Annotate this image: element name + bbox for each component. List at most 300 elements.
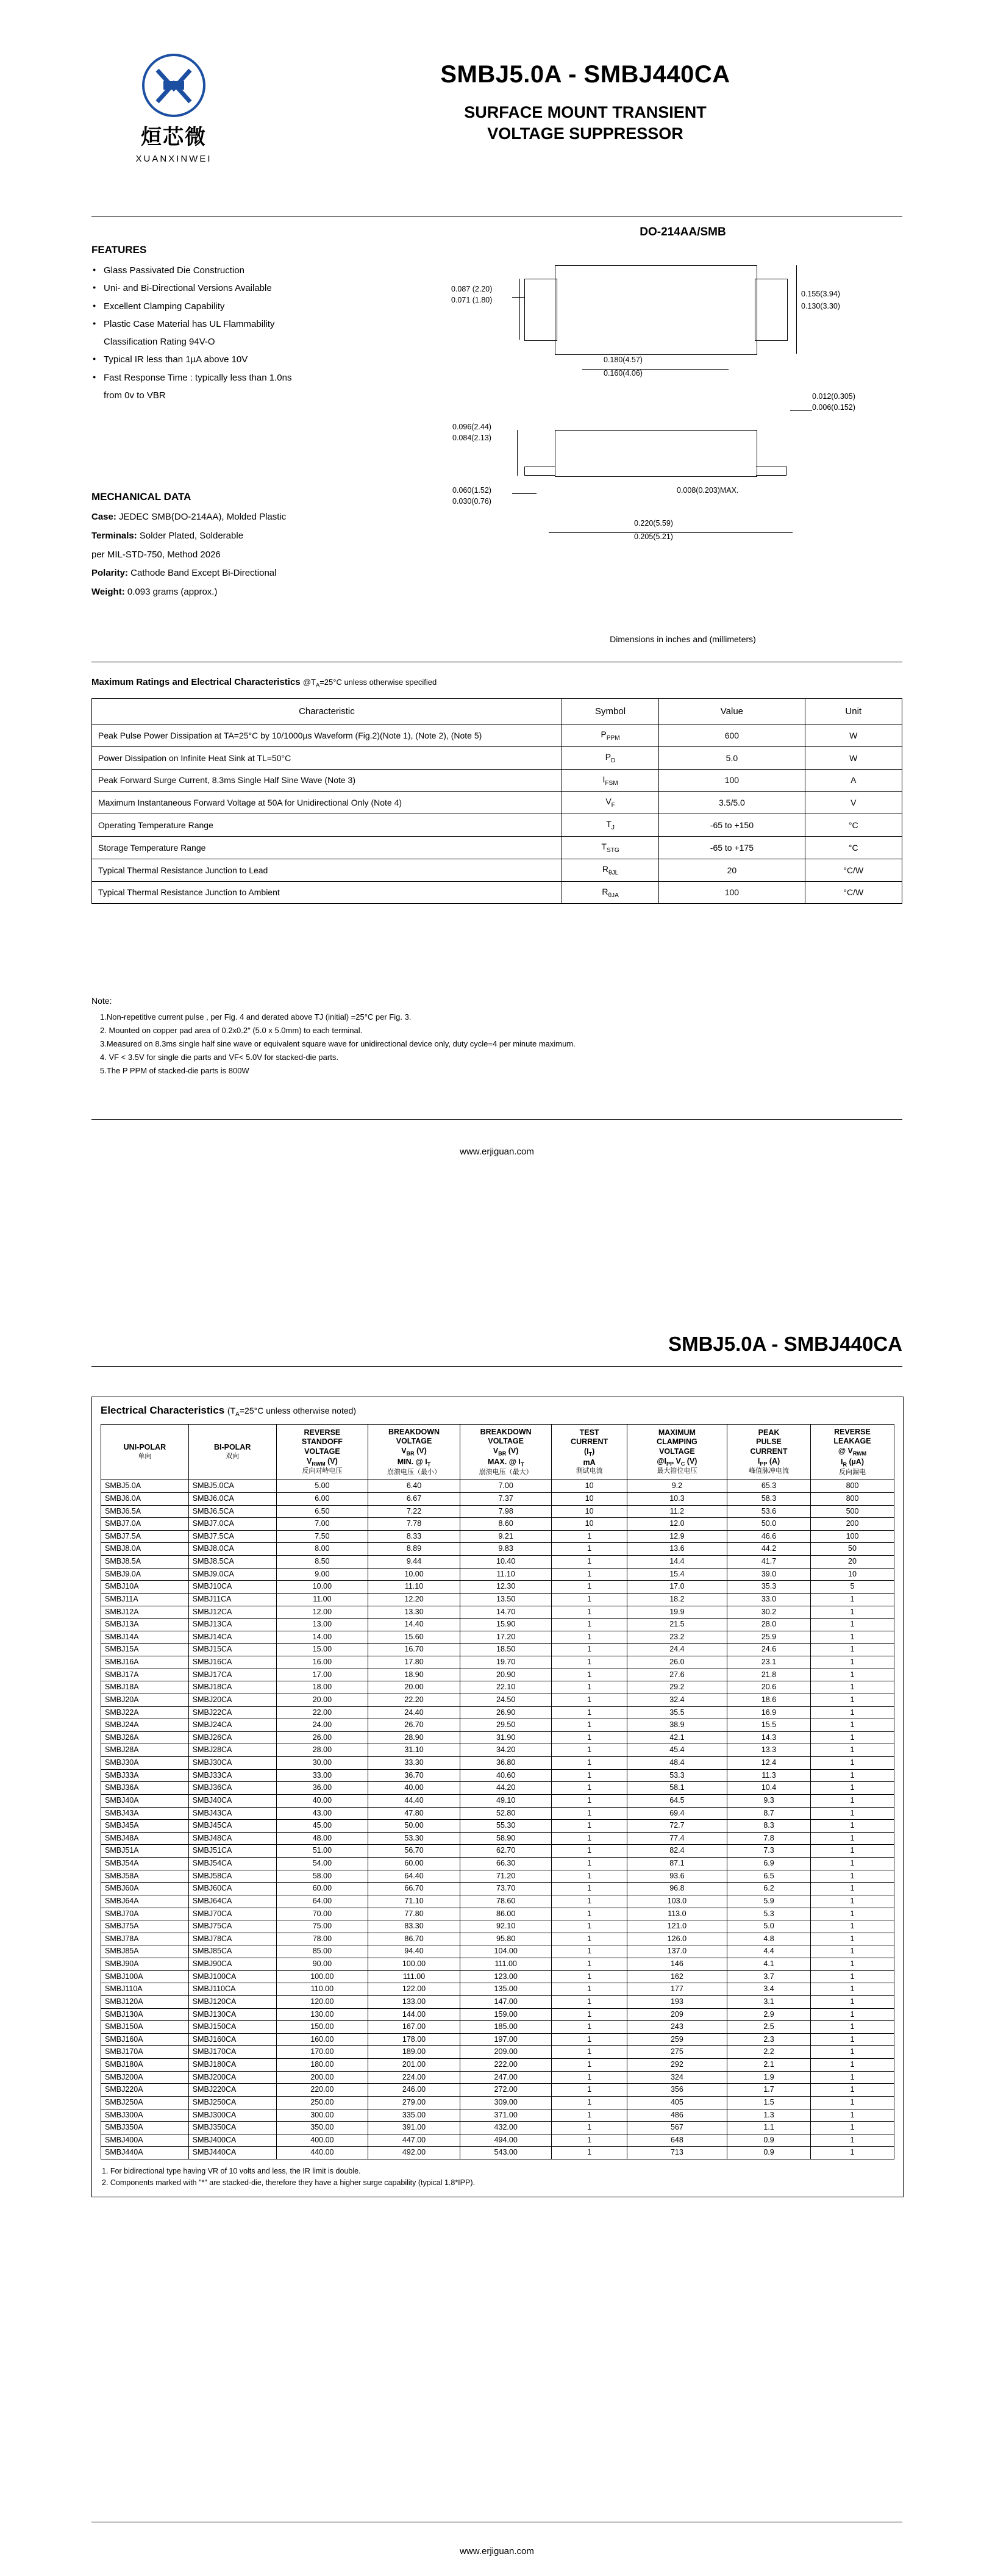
column-header-symbol: Symbol bbox=[562, 699, 658, 724]
cell-vbr-min: 167.00 bbox=[368, 2021, 460, 2034]
cell-uni-polar: SMBJ54A bbox=[101, 1858, 189, 1870]
cell-bi-polar: SMBJ36CA bbox=[188, 1782, 276, 1795]
cell-vbr-min: 10.00 bbox=[368, 1568, 460, 1581]
cell-uni-polar: SMBJ78A bbox=[101, 1933, 189, 1945]
cell-vrwm: 85.00 bbox=[276, 1945, 368, 1958]
cell-bi-polar: SMBJ170CA bbox=[188, 2046, 276, 2059]
cell-uni-polar: SMBJ30A bbox=[101, 1757, 189, 1770]
package-foot-right-edge bbox=[786, 467, 787, 475]
cell-clamping-voltage: 38.9 bbox=[627, 1719, 727, 1732]
cell-bi-polar: SMBJ110CA bbox=[188, 1983, 276, 1996]
cell-characteristic: Operating Temperature Range bbox=[92, 814, 562, 837]
cell-unit: °C/W bbox=[805, 859, 902, 881]
cell-reverse-leakage: 1 bbox=[810, 1945, 894, 1958]
cell-peak-pulse-current: 14.3 bbox=[727, 1731, 811, 1744]
cell-test-current: 10 bbox=[552, 1518, 627, 1531]
cell-bi-polar: SMBJ13CA bbox=[188, 1619, 276, 1631]
cell-bi-polar: SMBJ8.0CA bbox=[188, 1543, 276, 1556]
mechanical-label: Case: bbox=[91, 512, 116, 522]
cell-uni-polar: SMBJ90A bbox=[101, 1958, 189, 1971]
cell-reverse-leakage: 1 bbox=[810, 1744, 894, 1757]
cell-vbr-max: 22.10 bbox=[460, 1681, 552, 1694]
package-lead-left bbox=[524, 279, 557, 341]
cell-unit: °C bbox=[805, 836, 902, 859]
cell-characteristic: Storage Temperature Range bbox=[92, 836, 562, 859]
cell-vbr-min: 22.20 bbox=[368, 1694, 460, 1706]
table-row bbox=[101, 1983, 894, 1996]
cell-peak-pulse-current: 39.0 bbox=[727, 1568, 811, 1581]
cell-bi-polar: SMBJ10CA bbox=[188, 1581, 276, 1594]
cell-reverse-leakage: 1 bbox=[810, 1983, 894, 1996]
website-footer[interactable]: www.erjiguan.com bbox=[460, 1147, 534, 1157]
footnote-item: 2. Components marked with "*" are stacked-die, therefore they have a higher surge capability (typical 1.8*IPP). bbox=[102, 2178, 475, 2188]
cell-symbol: $R_{\theta JA}$ bbox=[562, 881, 658, 904]
cell-vbr-max: 34.20 bbox=[460, 1744, 552, 1757]
cell-bi-polar: SMBJ51CA bbox=[188, 1845, 276, 1858]
cell-uni-polar: SMBJ60A bbox=[101, 1883, 189, 1895]
cell-bi-polar: SMBJ120CA bbox=[188, 1995, 276, 2008]
cell-bi-polar: SMBJ58CA bbox=[188, 1870, 276, 1883]
cell-vrwm: 7.00 bbox=[276, 1518, 368, 1531]
maximum-ratings-table bbox=[91, 698, 902, 904]
cell-clamping-voltage: 146 bbox=[627, 1958, 727, 1971]
cell-vbr-max: 104.00 bbox=[460, 1945, 552, 1958]
cell-bi-polar: SMBJ200CA bbox=[188, 2071, 276, 2084]
cell-vbr-min: 12.20 bbox=[368, 1593, 460, 1606]
cell-test-current: 1 bbox=[552, 1581, 627, 1594]
cell-test-current: 1 bbox=[552, 1995, 627, 2008]
cell-vrwm: 11.00 bbox=[276, 1593, 368, 1606]
cell-clamping-voltage: 10.3 bbox=[627, 1492, 727, 1505]
column-header-reverse-standoff-voltage: REVERSE STANDOFF VOLTAGE $V_{RWM}$ (V) 反向对峙电压 bbox=[276, 1424, 368, 1480]
cell-unit: W bbox=[805, 746, 902, 769]
cell-clamping-voltage: 45.4 bbox=[627, 1744, 727, 1757]
cell-vbr-max: 111.00 bbox=[460, 1958, 552, 1971]
cell-symbol: $V_F$ bbox=[562, 792, 658, 814]
cell-uni-polar: SMBJ18A bbox=[101, 1681, 189, 1694]
cell-uni-polar: SMBJ9.0A bbox=[101, 1568, 189, 1581]
cell-vbr-max: 52.80 bbox=[460, 1807, 552, 1820]
table-row bbox=[101, 1543, 894, 1556]
mechanical-line bbox=[91, 529, 433, 543]
cell-vbr-max: 66.30 bbox=[460, 1858, 552, 1870]
cell-peak-pulse-current: 2.3 bbox=[727, 2033, 811, 2046]
cell-test-current: 1 bbox=[552, 1983, 627, 1996]
cell-characteristic: Peak Forward Surge Current, 8.3ms Single Half Sine Wave (Note 3) bbox=[92, 769, 562, 792]
mechanical-data-section bbox=[91, 491, 433, 604]
cell-vbr-max: 58.90 bbox=[460, 1832, 552, 1845]
cell-clamping-voltage: 21.5 bbox=[627, 1619, 727, 1631]
table-row bbox=[101, 1895, 894, 1908]
cell-test-current: 1 bbox=[552, 1656, 627, 1669]
cell-bi-polar: SMBJ250CA bbox=[188, 2096, 276, 2109]
cell-vrwm: 78.00 bbox=[276, 1933, 368, 1945]
cell-symbol: $I_{FSM}$ bbox=[562, 769, 658, 792]
package-body-top-view bbox=[555, 265, 757, 355]
table-row bbox=[92, 859, 902, 881]
cell-uni-polar: SMBJ180A bbox=[101, 2059, 189, 2072]
cell-vbr-min: 111.00 bbox=[368, 1970, 460, 1983]
cell-reverse-leakage: 1 bbox=[810, 1631, 894, 1644]
cell-reverse-leakage: 1 bbox=[810, 1920, 894, 1933]
note-item: 5.The P PPM of stacked-die parts is 800W bbox=[100, 1066, 249, 1076]
cell-uni-polar: SMBJ24A bbox=[101, 1719, 189, 1732]
features-section bbox=[91, 244, 408, 406]
cell-vbr-max: 185.00 bbox=[460, 2021, 552, 2034]
feature-item: ● Fast Response Time : typically less than 1.0ns bbox=[91, 371, 408, 385]
cell-bi-polar: SMBJ350CA bbox=[188, 2122, 276, 2134]
cell-vbr-min: 8.89 bbox=[368, 1543, 460, 1556]
cell-clamping-voltage: 13.6 bbox=[627, 1543, 727, 1556]
cell-vrwm: 440.00 bbox=[276, 2147, 368, 2159]
cell-unit: °C/W bbox=[805, 881, 902, 904]
company-logo bbox=[91, 52, 256, 164]
table-row bbox=[101, 1858, 894, 1870]
cell-uni-polar: SMBJ220A bbox=[101, 2084, 189, 2097]
ec-heading-text: Electrical Characteristics bbox=[101, 1404, 225, 1416]
feature-item: ● Glass Passivated Die Construction bbox=[91, 263, 408, 278]
cell-reverse-leakage: 1 bbox=[810, 2134, 894, 2147]
cell-uni-polar: SMBJ100A bbox=[101, 1970, 189, 1983]
cell-symbol: $T_J$ bbox=[562, 814, 658, 837]
table-row bbox=[101, 1492, 894, 1505]
ratings-heading-text: Maximum Ratings and Electrical Characteristics bbox=[91, 677, 301, 687]
cell-vrwm: 120.00 bbox=[276, 1995, 368, 2008]
website-footer[interactable]: www.erjiguan.com bbox=[460, 2546, 534, 2556]
cell-reverse-leakage: 1 bbox=[810, 2071, 894, 2084]
cell-test-current: 1 bbox=[552, 1895, 627, 1908]
cell-characteristic: Peak Pulse Power Dissipation at TA=25°C by 10/1000µs Waveform (Fig.2)(Note 1), (Note 2), (Note 5) bbox=[92, 724, 562, 747]
cell-clamping-voltage: 87.1 bbox=[627, 1858, 727, 1870]
cell-bi-polar: SMBJ11CA bbox=[188, 1593, 276, 1606]
cell-symbol: $P_{PPM}$ bbox=[562, 724, 658, 747]
cell-vrwm: 58.00 bbox=[276, 1870, 368, 1883]
cell-vrwm: 28.00 bbox=[276, 1744, 368, 1757]
cell-vbr-max: 12.30 bbox=[460, 1581, 552, 1594]
cell-vrwm: 51.00 bbox=[276, 1845, 368, 1858]
cell-vbr-max: 44.20 bbox=[460, 1782, 552, 1795]
table-row bbox=[101, 1845, 894, 1858]
table-row bbox=[101, 1518, 894, 1531]
features-list bbox=[91, 263, 408, 403]
cell-peak-pulse-current: 20.6 bbox=[727, 1681, 811, 1694]
cell-clamping-voltage: 713 bbox=[627, 2147, 727, 2159]
table-row bbox=[101, 1870, 894, 1883]
cell-vbr-min: 7.78 bbox=[368, 1518, 460, 1531]
cell-test-current: 1 bbox=[552, 1681, 627, 1694]
cell-reverse-leakage: 1 bbox=[810, 1883, 894, 1895]
cell-vbr-min: 16.70 bbox=[368, 1644, 460, 1656]
cell-test-current: 1 bbox=[552, 1530, 627, 1543]
cell-clamping-voltage: 193 bbox=[627, 1995, 727, 2008]
cell-reverse-leakage: 1 bbox=[810, 1794, 894, 1807]
cell-vbr-min: 8.33 bbox=[368, 1530, 460, 1543]
cell-reverse-leakage: 1 bbox=[810, 1895, 894, 1908]
cell-uni-polar: SMBJ8.5A bbox=[101, 1556, 189, 1569]
cell-reverse-leakage: 1 bbox=[810, 1619, 894, 1631]
cell-reverse-leakage: 800 bbox=[810, 1480, 894, 1493]
package-body-side-view bbox=[555, 430, 757, 477]
cell-vbr-min: 133.00 bbox=[368, 1995, 460, 2008]
cell-reverse-leakage: 1 bbox=[810, 1593, 894, 1606]
cell-vbr-max: 7.00 bbox=[460, 1480, 552, 1493]
cell-test-current: 10 bbox=[552, 1480, 627, 1493]
cell-uni-polar: SMBJ22A bbox=[101, 1706, 189, 1719]
table-row bbox=[101, 1619, 894, 1631]
cell-test-current: 1 bbox=[552, 1543, 627, 1556]
cell-test-current: 10 bbox=[552, 1505, 627, 1518]
cell-test-current: 1 bbox=[552, 1619, 627, 1631]
cell-uni-polar: SMBJ33A bbox=[101, 1769, 189, 1782]
cell-clamping-voltage: 243 bbox=[627, 2021, 727, 2034]
cell-vbr-min: 31.10 bbox=[368, 1744, 460, 1757]
cell-vbr-min: 66.70 bbox=[368, 1883, 460, 1895]
cell-peak-pulse-current: 15.5 bbox=[727, 1719, 811, 1732]
cell-vrwm: 10.00 bbox=[276, 1581, 368, 1594]
notes-heading: Note: bbox=[91, 996, 112, 1006]
cell-vrwm: 16.00 bbox=[276, 1656, 368, 1669]
feature-item: Classification Rating 94V-O bbox=[104, 337, 215, 348]
cell-reverse-leakage: 1 bbox=[810, 1958, 894, 1971]
cell-clamping-voltage: 356 bbox=[627, 2084, 727, 2097]
cell-bi-polar: SMBJ75CA bbox=[188, 1920, 276, 1933]
cell-reverse-leakage: 1 bbox=[810, 2021, 894, 2034]
mechanical-line bbox=[91, 567, 433, 580]
cell-value: 20 bbox=[659, 859, 805, 881]
cell-vbr-max: 29.50 bbox=[460, 1719, 552, 1732]
cell-bi-polar: SMBJ300CA bbox=[188, 2109, 276, 2122]
cell-vbr-max: 135.00 bbox=[460, 1983, 552, 1996]
cell-uni-polar: SMBJ150A bbox=[101, 2021, 189, 2034]
cell-test-current: 1 bbox=[552, 1845, 627, 1858]
mechanical-line bbox=[91, 548, 433, 562]
ec-heading-condition: ($T_A=25^\circ C$ unless otherwise noted) bbox=[227, 1406, 357, 1418]
cell-unit: V bbox=[805, 792, 902, 814]
cell-vrwm: 12.00 bbox=[276, 1606, 368, 1619]
cell-uni-polar: SMBJ14A bbox=[101, 1631, 189, 1644]
datasheet-page-2 bbox=[0, 1268, 995, 2576]
cell-vbr-max: 95.80 bbox=[460, 1933, 552, 1945]
table-row bbox=[101, 1958, 894, 1971]
table-row bbox=[101, 1757, 894, 1770]
cell-bi-polar: SMBJ30CA bbox=[188, 1757, 276, 1770]
cell-vrwm: 40.00 bbox=[276, 1794, 368, 1807]
cell-test-current: 1 bbox=[552, 2096, 627, 2109]
cell-value: -65 to +150 bbox=[659, 814, 805, 837]
cell-vbr-max: 222.00 bbox=[460, 2059, 552, 2072]
cell-vbr-max: 36.80 bbox=[460, 1757, 552, 1770]
cell-uni-polar: SMBJ7.5A bbox=[101, 1530, 189, 1543]
cell-reverse-leakage: 1 bbox=[810, 1606, 894, 1619]
cell-clamping-voltage: 126.0 bbox=[627, 1933, 727, 1945]
cell-unit: A bbox=[805, 769, 902, 792]
page-subtitle-line2: VOLTAGE SUPPRESSOR bbox=[487, 124, 683, 143]
cell-clamping-voltage: 15.4 bbox=[627, 1568, 727, 1581]
cell-peak-pulse-current: 7.3 bbox=[727, 1845, 811, 1858]
cell-reverse-leakage: 1 bbox=[810, 1995, 894, 2008]
cell-reverse-leakage: 1 bbox=[810, 1807, 894, 1820]
cell-uni-polar: SMBJ36A bbox=[101, 1782, 189, 1795]
cell-bi-polar: SMBJ40CA bbox=[188, 1794, 276, 1807]
cell-test-current: 1 bbox=[552, 2109, 627, 2122]
mechanical-value: JEDEC SMB(DO-214AA), Molded Plastic bbox=[116, 512, 287, 522]
cell-bi-polar: SMBJ60CA bbox=[188, 1883, 276, 1895]
cell-vrwm: 20.00 bbox=[276, 1694, 368, 1706]
cell-vbr-max: 40.60 bbox=[460, 1769, 552, 1782]
cell-uni-polar: SMBJ6.5A bbox=[101, 1505, 189, 1518]
column-header-test-current: TEST CURRENT $(I_T)$ mA 测试电流 bbox=[552, 1424, 627, 1480]
cell-vbr-min: 26.70 bbox=[368, 1719, 460, 1732]
cell-vbr-min: 122.00 bbox=[368, 1983, 460, 1996]
cell-clamping-voltage: 567 bbox=[627, 2122, 727, 2134]
dimension-label: 0.071 (1.80) bbox=[451, 296, 493, 304]
cell-uni-polar: SMBJ11A bbox=[101, 1593, 189, 1606]
package-drawing bbox=[451, 247, 902, 631]
cell-vbr-min: 246.00 bbox=[368, 2084, 460, 2097]
note-item: 1.Non-repetitive current pulse , per Fig. 4 and derated above TJ (initial) =25°C per Fig. 3. bbox=[100, 1012, 412, 1021]
table-row bbox=[92, 814, 902, 837]
cell-reverse-leakage: 200 bbox=[810, 1518, 894, 1531]
note-item: 2. Mounted on copper pad area of 0.2x0.2" (5.0 x 5.0mm) to each terminal. bbox=[100, 1025, 363, 1035]
table-row bbox=[101, 1644, 894, 1656]
cell-clamping-voltage: 53.3 bbox=[627, 1769, 727, 1782]
cell-bi-polar: SMBJ100CA bbox=[188, 1970, 276, 1983]
cell-vbr-max: 31.90 bbox=[460, 1731, 552, 1744]
cell-vrwm: 7.50 bbox=[276, 1530, 368, 1543]
cell-vbr-min: 50.00 bbox=[368, 1820, 460, 1833]
cell-clamping-voltage: 32.4 bbox=[627, 1694, 727, 1706]
cell-vbr-max: 86.00 bbox=[460, 1908, 552, 1920]
cell-clamping-voltage: 11.2 bbox=[627, 1505, 727, 1518]
cell-vbr-max: 78.60 bbox=[460, 1895, 552, 1908]
cell-vrwm: 60.00 bbox=[276, 1883, 368, 1895]
cell-vbr-max: 197.00 bbox=[460, 2033, 552, 2046]
cell-vrwm: 400.00 bbox=[276, 2134, 368, 2147]
cell-vbr-max: 11.10 bbox=[460, 1568, 552, 1581]
cell-peak-pulse-current: 18.6 bbox=[727, 1694, 811, 1706]
cell-reverse-leakage: 1 bbox=[810, 1681, 894, 1694]
cell-test-current: 1 bbox=[552, 1631, 627, 1644]
cell-uni-polar: SMBJ58A bbox=[101, 1870, 189, 1883]
cell-bi-polar: SMBJ400CA bbox=[188, 2134, 276, 2147]
cell-bi-polar: SMBJ16CA bbox=[188, 1656, 276, 1669]
cell-peak-pulse-current: 1.5 bbox=[727, 2096, 811, 2109]
column-header-uni-polar: UNI-POLAR 单向 bbox=[101, 1424, 189, 1480]
features-heading: FEATURES bbox=[91, 244, 147, 256]
cell-vrwm: 24.00 bbox=[276, 1719, 368, 1732]
cell-bi-polar: SMBJ6.0CA bbox=[188, 1492, 276, 1505]
dim-line bbox=[519, 279, 520, 340]
cell-reverse-leakage: 1 bbox=[810, 1719, 894, 1732]
dimension-label: 0.087 (2.20) bbox=[451, 285, 493, 293]
footnote-item: 1. For bidirectional type having VR of 10 volts and less, the IR limit is double. bbox=[102, 2167, 361, 2176]
cell-vbr-min: 100.00 bbox=[368, 1958, 460, 1971]
electrical-characteristics-table bbox=[101, 1424, 894, 2159]
cell-test-current: 1 bbox=[552, 2147, 627, 2159]
cell-bi-polar: SMBJ18CA bbox=[188, 1681, 276, 1694]
dimension-label: 0.030(0.76) bbox=[452, 497, 491, 506]
cell-test-current: 1 bbox=[552, 1644, 627, 1656]
cell-uni-polar: SMBJ7.0A bbox=[101, 1518, 189, 1531]
column-header-breakdown-voltage-min: BREAKDOWN VOLTAGE $V_{BR}$ (V) MIN. @ $I_T$ 崩溃电压（最小） bbox=[368, 1424, 460, 1480]
cell-vbr-max: 15.90 bbox=[460, 1619, 552, 1631]
electrical-characteristics-panel bbox=[91, 1397, 904, 2197]
cell-vrwm: 90.00 bbox=[276, 1958, 368, 1971]
cell-vrwm: 30.00 bbox=[276, 1757, 368, 1770]
cell-peak-pulse-current: 65.3 bbox=[727, 1480, 811, 1493]
mechanical-line bbox=[91, 510, 433, 524]
cell-peak-pulse-current: 21.8 bbox=[727, 1669, 811, 1681]
table-row bbox=[101, 1933, 894, 1945]
cell-uni-polar: SMBJ26A bbox=[101, 1731, 189, 1744]
cell-clamping-voltage: 48.4 bbox=[627, 1757, 727, 1770]
cell-bi-polar: SMBJ45CA bbox=[188, 1820, 276, 1833]
cell-reverse-leakage: 500 bbox=[810, 1505, 894, 1518]
cell-vrwm: 8.00 bbox=[276, 1543, 368, 1556]
column-header-peak-pulse-current: PEAK PULSE CURRENT $I_{PP}$ (A) 峰值脉冲电流 bbox=[727, 1424, 811, 1480]
cell-test-current: 1 bbox=[552, 1958, 627, 1971]
cell-vbr-min: 77.80 bbox=[368, 1908, 460, 1920]
cell-vrwm: 6.50 bbox=[276, 1505, 368, 1518]
cell-peak-pulse-current: 35.3 bbox=[727, 1581, 811, 1594]
table-row bbox=[101, 1731, 894, 1744]
feature-item: ● Plastic Case Material has UL Flammability bbox=[91, 317, 408, 332]
logo-icon bbox=[140, 52, 207, 119]
cell-vbr-min: 36.70 bbox=[368, 1769, 460, 1782]
table-row bbox=[101, 1530, 894, 1543]
cell-uni-polar: SMBJ160A bbox=[101, 2033, 189, 2046]
cell-vrwm: 13.00 bbox=[276, 1619, 368, 1631]
cell-clamping-voltage: 42.1 bbox=[627, 1731, 727, 1744]
table-row bbox=[101, 2071, 894, 2084]
table-row bbox=[101, 1945, 894, 1958]
cell-value: 100 bbox=[659, 769, 805, 792]
table-row bbox=[101, 1719, 894, 1732]
cell-vrwm: 70.00 bbox=[276, 1908, 368, 1920]
table-row bbox=[101, 2147, 894, 2159]
table-row bbox=[101, 1606, 894, 1619]
cell-test-current: 1 bbox=[552, 1820, 627, 1833]
cell-clamping-voltage: 292 bbox=[627, 2059, 727, 2072]
table-row bbox=[101, 2033, 894, 2046]
cell-vbr-min: 6.40 bbox=[368, 1480, 460, 1493]
cell-symbol: $P_D$ bbox=[562, 746, 658, 769]
cell-test-current: 1 bbox=[552, 1757, 627, 1770]
cell-vrwm: 26.00 bbox=[276, 1731, 368, 1744]
cell-reverse-leakage: 1 bbox=[810, 2147, 894, 2159]
cell-uni-polar: SMBJ20A bbox=[101, 1694, 189, 1706]
cell-clamping-voltage: 209 bbox=[627, 2008, 727, 2021]
cell-peak-pulse-current: 0.9 bbox=[727, 2134, 811, 2147]
cell-vrwm: 64.00 bbox=[276, 1895, 368, 1908]
cell-test-current: 1 bbox=[552, 2046, 627, 2059]
cell-peak-pulse-current: 4.8 bbox=[727, 1933, 811, 1945]
table-row bbox=[101, 1581, 894, 1594]
table-row bbox=[101, 2059, 894, 2072]
cell-test-current: 1 bbox=[552, 1593, 627, 1606]
cell-vbr-max: 159.00 bbox=[460, 2008, 552, 2021]
cell-vrwm: 14.00 bbox=[276, 1631, 368, 1644]
cell-test-current: 1 bbox=[552, 1832, 627, 1845]
cell-test-current: 1 bbox=[552, 1694, 627, 1706]
cell-vrwm: 45.00 bbox=[276, 1820, 368, 1833]
cell-test-current: 1 bbox=[552, 1669, 627, 1681]
cell-peak-pulse-current: 13.3 bbox=[727, 1744, 811, 1757]
cell-peak-pulse-current: 2.9 bbox=[727, 2008, 811, 2021]
cell-reverse-leakage: 100 bbox=[810, 1530, 894, 1543]
cell-reverse-leakage: 1 bbox=[810, 1669, 894, 1681]
cell-clamping-voltage: 324 bbox=[627, 2071, 727, 2084]
